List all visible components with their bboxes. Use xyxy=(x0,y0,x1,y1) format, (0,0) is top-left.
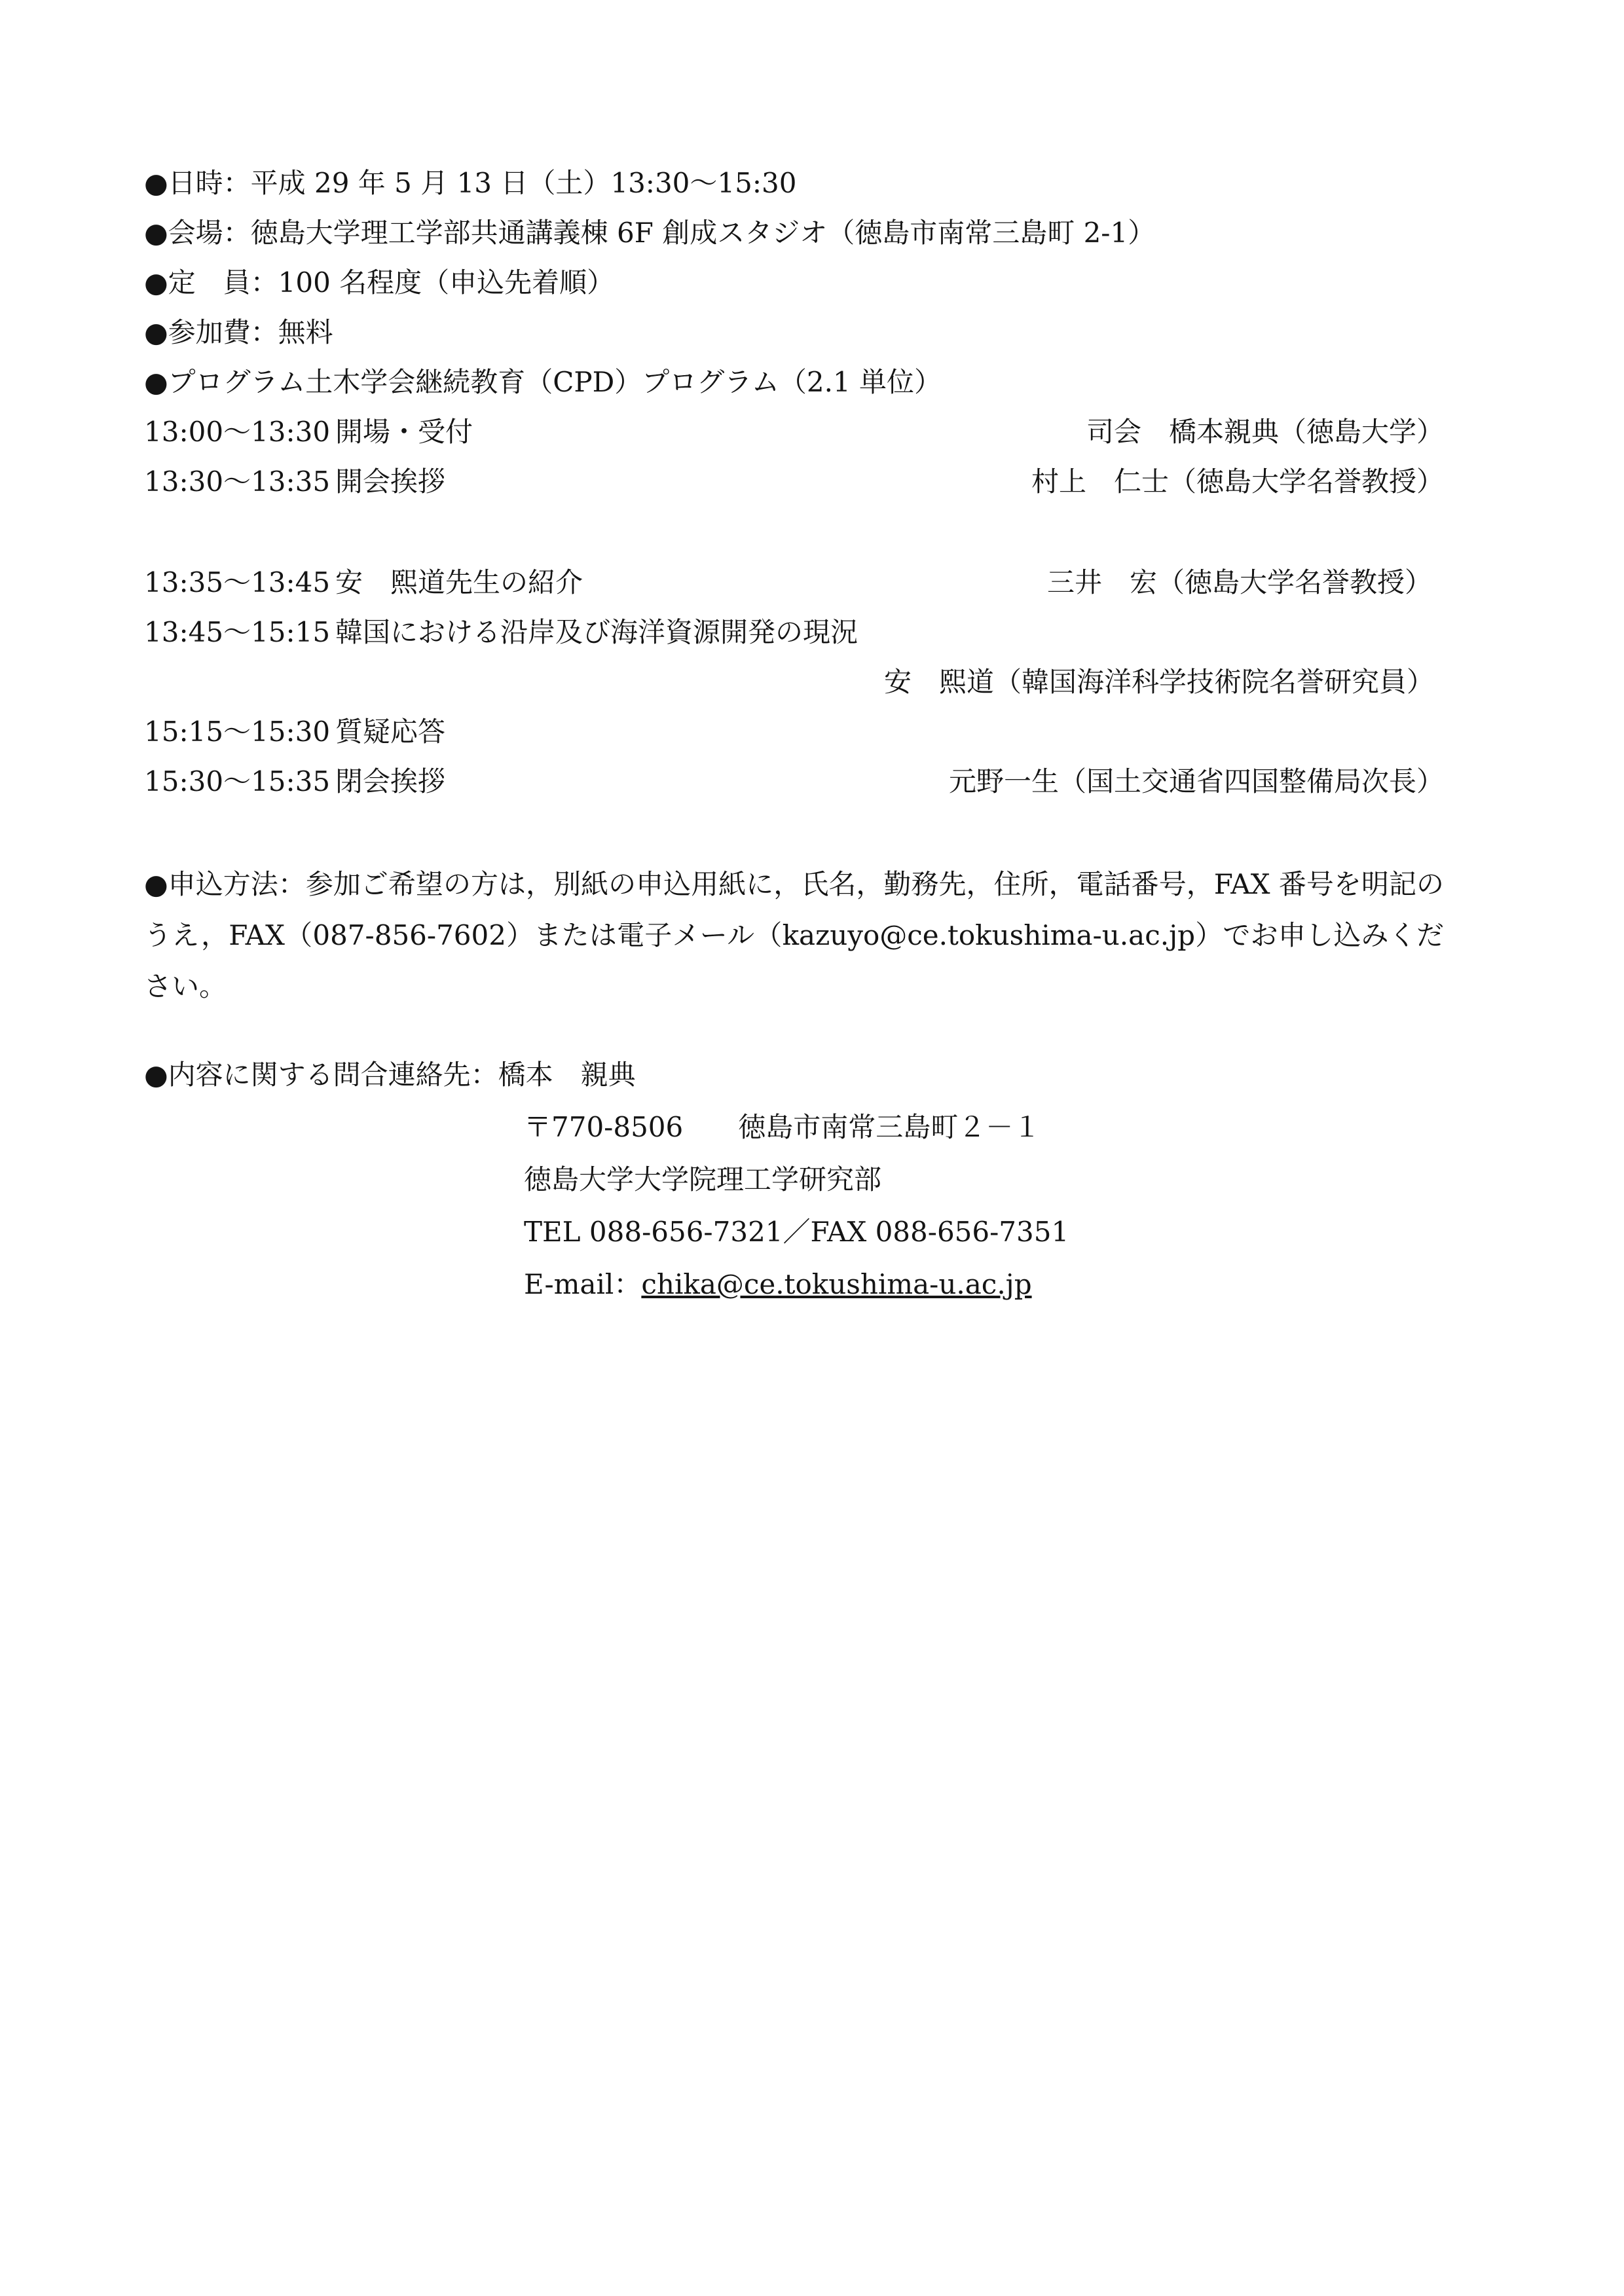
contact-postal: 〒770-8506 徳島市南常三島町２－１ xyxy=(524,1111,1041,1143)
program-time: 13:45〜15:15 xyxy=(144,616,331,648)
contact-email-label: E-mail： xyxy=(524,1268,642,1300)
program-title: 質疑応答 xyxy=(335,716,446,748)
program-title: 安 熙道先生の紹介 xyxy=(335,566,583,598)
program-title: 閉会挨拶 xyxy=(335,765,446,797)
program-speaker: 司会 橋本親典（徳島大学） xyxy=(1086,416,1444,448)
contact-email-link[interactable]: chika@ce.tokushima-u.ac.jp xyxy=(641,1268,1032,1300)
program-time: 13:30〜13:35 xyxy=(144,465,331,498)
program-time: 13:35〜13:45 xyxy=(144,566,331,598)
contact-phone: TEL 088-656-7321／FAX 088-656-7351 xyxy=(524,1216,1069,1248)
program-heading: ●プログラム土木学会継続教育（CPD）プログラム（2.1 単位） xyxy=(144,366,942,398)
program-row xyxy=(144,614,1444,651)
contact-email-row xyxy=(524,1266,1032,1303)
program-title: 開会挨拶 xyxy=(335,465,446,498)
program-title: 韓国における沿岸及び海洋資源開発の現況 xyxy=(335,616,858,648)
program-row xyxy=(144,714,1444,750)
program-title: 開場・受付 xyxy=(335,416,473,448)
program-time: 13:00〜13:30 xyxy=(144,416,331,448)
program-time: 15:30〜15:35 xyxy=(144,765,331,797)
application-method: ●申込方法：参加ご希望の方は，別紙の申込用紙に，氏名，勤務先，住所，電話番号，FAX 番号を明記のうえ，FAX（087-856-7602）または電子メール（kazuyo@ce.tokushima-u.ac.jp）でお申し込みください。 xyxy=(144,868,1444,1002)
event-date: ●日時：平成 29 年 5 月 13 日（土）13:30〜15:30 xyxy=(144,167,797,199)
program-row xyxy=(144,763,1444,800)
program-speaker: 元野一生（国土交通省四国整備局次長） xyxy=(948,765,1444,797)
program-speaker: 三井 宏（徳島大学名誉教授） xyxy=(1046,566,1432,598)
program-row xyxy=(144,414,1444,450)
program-row xyxy=(144,464,1444,500)
keynote-speaker-row xyxy=(144,664,1434,701)
contact-org: 徳島大学大学院理工学研究部 xyxy=(524,1163,882,1195)
event-capacity: ●定 員：100 名程度（申込先着順） xyxy=(144,266,615,299)
program-speaker: 村上 仁士（徳島大学名誉教授） xyxy=(1031,465,1444,498)
event-fee: ●参加費：無料 xyxy=(144,316,333,348)
contact-heading: ●内容に関する問合連絡先：橋本 親典 xyxy=(144,1059,636,1091)
program-time: 15:15〜15:30 xyxy=(144,716,331,748)
program-row xyxy=(144,564,1444,601)
keynote-speaker: 安 熙道（韓国海洋科学技術院名誉研究員） xyxy=(883,666,1434,698)
event-venue: ●会場：徳島大学理工学部共通講義棟 6F 創成スタジオ（徳島市南常三島町 2-1） xyxy=(144,217,1156,249)
